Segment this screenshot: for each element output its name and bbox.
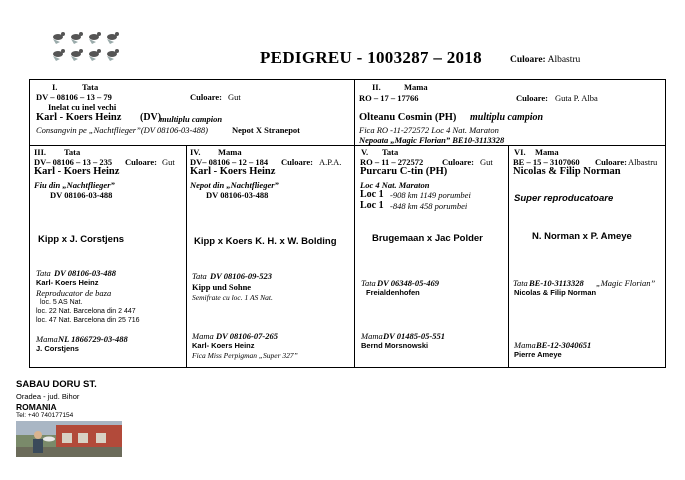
breeder-city: Oradea - jud. Bihor	[16, 392, 80, 401]
iv-color-label: Culoare:	[281, 157, 313, 167]
v-loc1-label: Loc 1	[360, 189, 384, 200]
sire-note: Inelat cu inel vechi	[48, 102, 117, 112]
iii-line1: Fiu din „Nachtflieger”	[34, 180, 115, 190]
v-father-label: Tata	[361, 278, 376, 288]
breeder-name: SABAU DORU ST.	[16, 379, 97, 390]
vi-father-ring: BE-10-3113328	[529, 278, 584, 288]
iii-color-value: Gut	[162, 157, 175, 167]
iv-mother-label: Mama	[192, 331, 214, 341]
iii-color-label: Culoare:	[125, 157, 157, 167]
v-mother-owner: Bernd Morsnowski	[361, 341, 429, 350]
iv-father-label: Tata	[192, 271, 207, 281]
sire-title: multiplu campion	[160, 114, 223, 124]
v-loc1-value: -908 km 1149 porumbei	[390, 190, 471, 200]
sire-color-label: Culoare:	[190, 92, 222, 102]
dam-numeral: II.	[372, 82, 381, 92]
dam-title: multiplu campion	[470, 112, 544, 123]
v-cross: Brugemaan x Jac Polder	[372, 233, 483, 244]
iii-father-note-3: loc. 47 Nat. Barcelona din 25 716	[36, 317, 140, 324]
sire-lineage2: Nepot X Stranepot	[232, 125, 300, 135]
iv-line1: Nepot din „Nachtflieger”	[190, 180, 279, 190]
iii-mother-ring: NL 1866729-03-488	[58, 334, 128, 344]
iii-owner: Karl - Koers Heinz	[34, 166, 120, 177]
grid-divider-right	[508, 145, 509, 367]
breeder-info	[16, 379, 97, 420]
v-color-value: Gut	[480, 157, 493, 167]
iii-father-note-1: loc. 5 AS Nat.	[40, 299, 83, 306]
vi-father-extra: „Magic Florian”	[596, 278, 656, 288]
iii-father-note-2: loc. 22 Nat. Barcelona din 2 447	[36, 308, 136, 315]
v-mother-ring: DV 01485-05-551	[383, 331, 445, 341]
v-numeral: V.	[361, 147, 369, 157]
dam-owner: Olteanu Cosmin (PH)	[359, 112, 457, 123]
sire-numeral: I.	[52, 82, 58, 92]
grid-divider-left	[186, 145, 187, 367]
dam-note2: Nepoata „Magic Florian” BE10-3113328	[359, 135, 505, 145]
vi-cross: N. Norman x P. Ameye	[532, 231, 632, 242]
iv-father-ring: DV 08106-09-523	[210, 271, 272, 281]
v-mother-label: Mama	[361, 331, 383, 341]
v-loc2-label: Loc 1	[360, 200, 384, 211]
iii-ring: DV– 08106 – 13 – 235	[34, 157, 113, 167]
page-title: PEDIGREU - 1003287 – 2018	[260, 48, 482, 67]
iv-line2: DV 08106-03-488	[206, 190, 269, 200]
iii-role: Tata	[64, 147, 81, 157]
iv-father-note-0: Semifrate cu loc. 1 AS Nat.	[192, 293, 273, 302]
v-loc2-value: -848 km 458 porumbei	[390, 201, 468, 211]
iv-color-value: A.P.A.	[319, 157, 342, 167]
iii-father-owner: Karl- Koers Heinz	[36, 278, 99, 287]
main-color-value: Albastru	[547, 55, 581, 65]
breeder-phone: Tel: +40 740177154	[16, 412, 74, 419]
vi-father-owner: Nicolas & Filip Norman	[514, 288, 597, 297]
iv-father-owner: Kipp und Sohne	[192, 282, 252, 292]
v-color-label: Culoare:	[442, 157, 474, 167]
iv-mother-owner: Karl- Koers Heinz	[192, 341, 255, 350]
vi-color-label: Culoare:	[595, 157, 627, 167]
sire-color-value: Gut	[228, 92, 241, 102]
iv-mother-ring: DV 08106-07-265	[216, 331, 278, 341]
vi-father-label: Tata	[513, 278, 528, 288]
v-owner: Purcaru C-tin (PH)	[360, 166, 448, 177]
dam-note1: Fica RO -11-272572 Loc 4 Nat. Maraton	[359, 125, 499, 135]
breeder-photo	[16, 421, 122, 457]
grid-divider-h	[30, 145, 665, 146]
iii-line2: DV 08106-03-488	[50, 190, 113, 200]
vi-numeral: VI.	[514, 147, 526, 157]
iv-mother-note-0: Fica Miss Perpigman „Super 327”	[192, 351, 298, 360]
vi-role: Mama	[535, 147, 559, 157]
sire-ring: DV – 08106 – 13 – 79	[36, 92, 112, 102]
sire-owner: Karl - Koers Heinz	[36, 112, 122, 123]
iii-mother-owner: J. Corstjens	[36, 344, 79, 353]
vi-ring: BE – 15 – 3107060	[513, 157, 580, 167]
iii-mother-label: Mama	[36, 334, 58, 344]
iv-ring: DV– 08106 – 12 – 184	[190, 157, 269, 167]
iii-father-note-0: Reproducator de baza	[36, 288, 112, 298]
iii-father-ring: DV 08106-03-488	[54, 268, 116, 278]
pedigree-grid	[29, 79, 666, 368]
iii-father-label: Tata	[36, 268, 51, 278]
iv-cross: Kipp x Koers K. H. x W. Bolding	[194, 236, 337, 247]
sire-owner-suffix: (DV)	[140, 112, 162, 123]
vi-mother-owner: Pierre Ameye	[514, 350, 562, 359]
sire-role: Tata	[82, 82, 99, 92]
iv-role: Mama	[218, 147, 242, 157]
pigeons-logo	[50, 28, 122, 64]
dam-color-value: Guta P. Alba	[555, 93, 598, 103]
grid-divider-center	[354, 80, 355, 367]
vi-color-value: Albastru	[628, 157, 658, 167]
dam-role: Mama	[404, 82, 428, 92]
iv-owner: Karl - Koers Heinz	[190, 166, 276, 177]
v-ring: RO – 11 – 272572	[360, 157, 424, 167]
iii-numeral: III.	[34, 147, 47, 157]
dam-ring: RO – 17 – 17766	[359, 93, 419, 103]
v-line1: Loc 4 Nat. Maraton	[360, 180, 430, 190]
vi-owner: Nicolas & Filip Norman	[513, 166, 621, 177]
dam-color-label: Culoare:	[516, 93, 548, 103]
vi-line1: Super reproducatoare	[514, 193, 614, 204]
v-father-ring: DV 06348-05-469	[377, 278, 439, 288]
sire-lineage: Consangvin pe „Nachtflieger”(DV 08106-03-488)	[36, 125, 208, 135]
vi-mother-ring: BE-12-3040651	[536, 340, 592, 350]
vi-mother-label: Mama	[514, 340, 536, 350]
breeder-country: ROMANIA	[16, 402, 57, 412]
v-father-owner: Freialdenhofen	[366, 288, 420, 297]
main-color	[510, 55, 580, 65]
iii-cross: Kipp x J. Corstjens	[38, 234, 125, 245]
iv-numeral: IV.	[190, 147, 201, 157]
v-role: Tata	[382, 147, 399, 157]
main-color-label: Culoare:	[510, 55, 546, 65]
